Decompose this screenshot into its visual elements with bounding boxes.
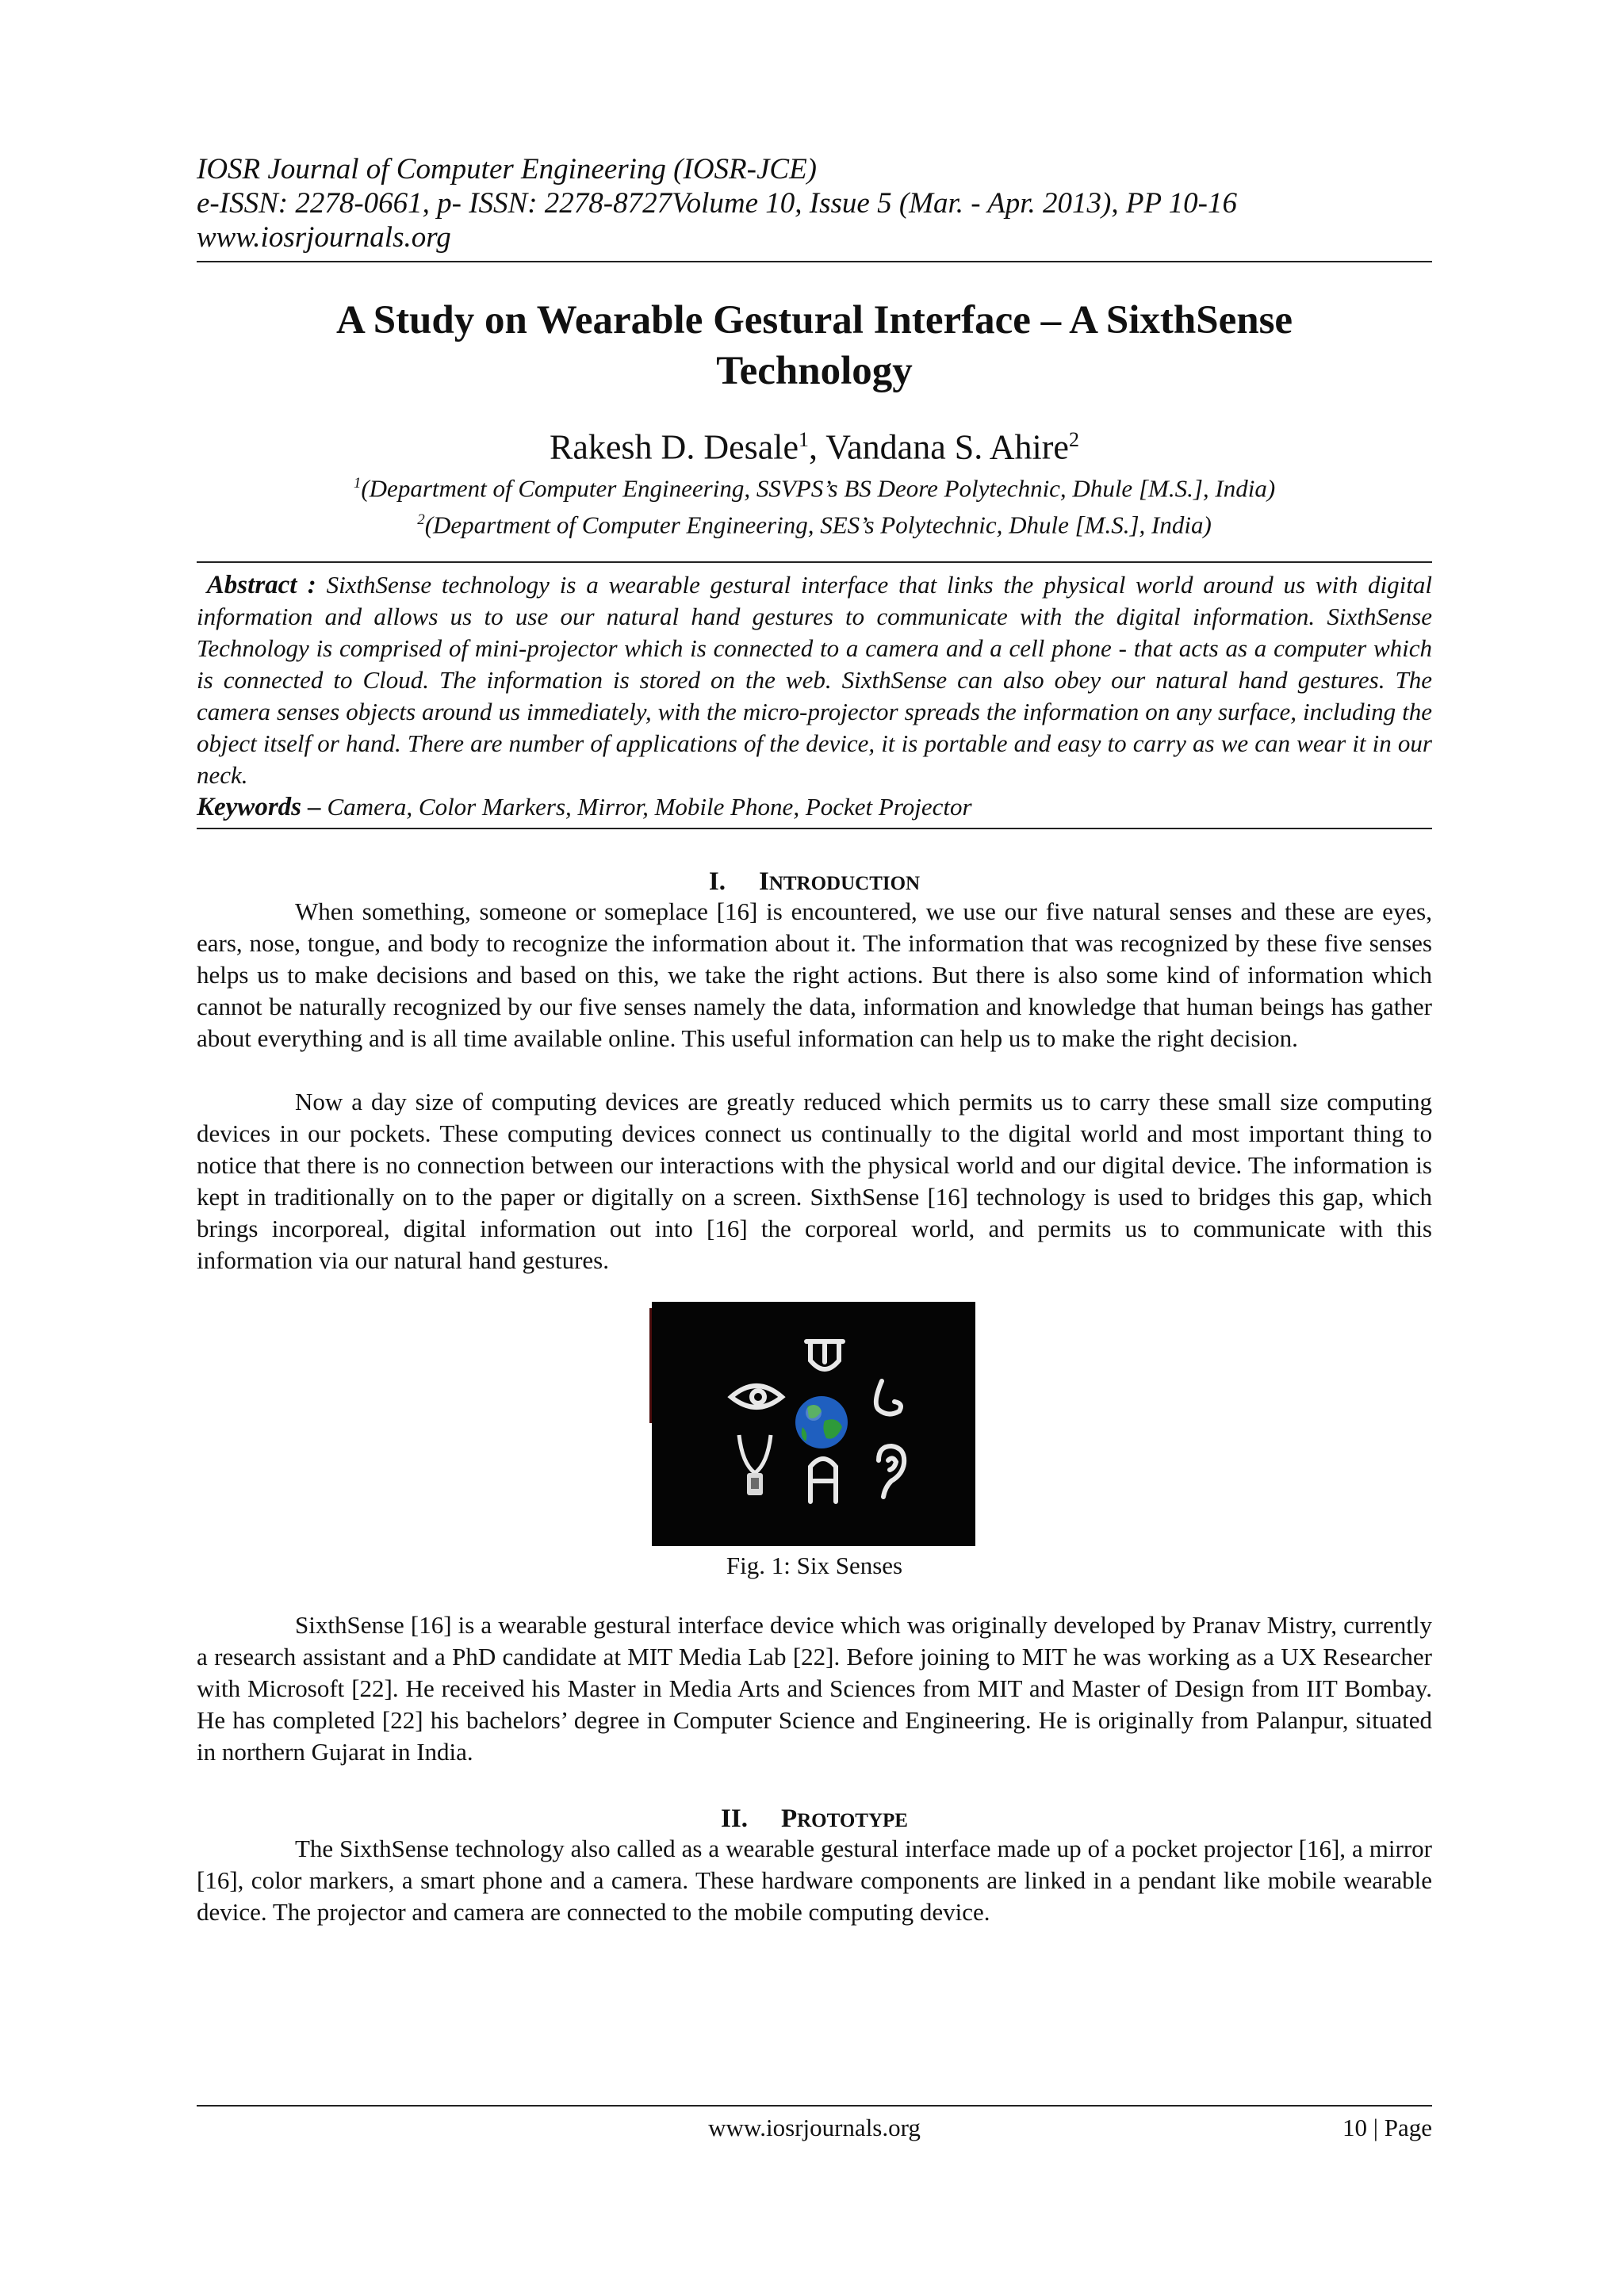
affiliation-text: (Department of Computer Engineering, SSVPS’s BS Deore Polytechnic, Dhule [M.S.], India) — [361, 474, 1276, 503]
section-heading-prototype — [197, 1803, 1432, 1837]
author-list — [197, 419, 1432, 469]
tongue-icon — [806, 1341, 843, 1369]
header-divider — [197, 261, 1432, 262]
paragraph: SixthSense [16] is a wearable gestural interface device which was originally developed by Pranav Mistry, currently a research assistant and a PhD candidate at MIT Media Lab [22]. Before joining to MIT he was working as a UX Researcher with Microsoft [22]. He received his Master in Media Arts and Sciences from MIT and Master of Design from IIT Bombay. He has completed [22] his bachelors’ degree in Computer Science and Engineering. He is originally from Palanpur, situated in northern Gujarat in India. — [197, 1611, 1432, 1766]
section-title-rest: NTRODUCTION — [768, 873, 921, 894]
nose-icon — [876, 1381, 901, 1414]
section-title-rest: ROTOTYPE — [797, 1810, 908, 1831]
keywords-label: Keywords – — [197, 793, 321, 821]
author-affiliation-mark: 1 — [799, 428, 810, 451]
footer-divider — [197, 2105, 1432, 2107]
author-affiliation-mark: 2 — [1068, 428, 1079, 451]
section-title-initial: P — [780, 1804, 798, 1833]
abstract-top-divider — [197, 561, 1432, 563]
section-heading-introduction — [197, 866, 1432, 900]
title-line-1: A Study on Wearable Gestural Interface – A SixthSense — [335, 298, 1293, 342]
author-name: Rakesh D. Desale — [550, 427, 799, 467]
pendant-icon — [739, 1435, 771, 1495]
eye-icon — [731, 1386, 782, 1407]
section-number: II. — [721, 1804, 748, 1833]
page-number: 10 | Page — [1342, 2114, 1432, 2141]
globe-icon — [795, 1396, 848, 1448]
affiliation-text: (Department of Computer Engineering, SES’s Polytechnic, Dhule [M.S.], India) — [424, 511, 1212, 539]
affiliation-mark: 2 — [417, 511, 425, 529]
six-senses-illustration — [652, 1302, 975, 1546]
section-number: I. — [708, 867, 726, 896]
section-title-initial: I — [758, 867, 769, 896]
affiliation-1 — [197, 468, 1432, 504]
affiliation-2 — [197, 504, 1432, 541]
paragraph: The SixthSense technology also called as a wearable gestural interface made up of a pocket projector [16], a mirror [16], color markers, a smart phone and a camera. These hardware components are linked in a pendant like mobile wearable device. The projector and camera are connected to the mobile computing device. — [197, 1835, 1432, 1926]
keywords — [197, 791, 1432, 823]
title-line-2: Technology — [716, 349, 913, 393]
footer-website: www.iosrjournals.org — [708, 2114, 921, 2141]
abstract-label: Abstract : — [206, 571, 316, 599]
author-separator: , — [809, 427, 826, 467]
journal-name: IOSR Journal of Computer Engineering (IOSR-JCE) — [197, 153, 817, 186]
abstract-text: SixthSense technology is a wearable gestural interface that links the physical world around us with digital information and allows us to use our natural hand gestures to communicate with the digital information. SixthSense Technology is comprised of mini-projector which is connected to a camera and a cell phone - that acts as a computer which is connected to Cloud. The information is stored on the web. SixthSense can also obey our natural hand gestures. The camera senses objects around us immediately, with the micro-projector spreads the information on any surface, including the object itself or hand. There are number of applications of the device, it is portable and easy to carry as we can wear it in our neck. — [197, 571, 1433, 789]
paragraph: When something, someone or someplace [16] is encountered, we use our five natural senses and these are eyes, ears, nose, tongue, and body to recognize the information about it. The information that was recognized by these five senses helps us to make decisions and based on this, we take the right actions. But there is also some kind of information which cannot be naturally recognized by our five senses namely the data, information and knowledge that human beings has gather about everything and is all time available online. This useful information can help us to make the right decision. — [197, 897, 1432, 1052]
keywords-text: Camera, Color Markers, Mirror, Mobile Phone, Pocket Projector — [327, 793, 972, 821]
paragraph: Now a day size of computing devices are greatly reduced which permits us to carry these small size computing devices in our pockets. These computing devices connect us continually to the digital world and most important thing to notice that there is no connection between our interactions with the physical world and our digital device. The information is kept in traditionally on to the paper or digitally on a screen. SixthSense [16] technology is used to bridges this gap, which brings incorporeal, digital information out into [16] the corporeal world, and permits us to communicate with this information via our natural hand gestures. — [197, 1088, 1432, 1274]
abstract-bottom-divider — [197, 828, 1432, 829]
affiliation-mark: 1 — [353, 475, 362, 492]
affiliations — [197, 468, 1432, 541]
author-name: Vandana S. Ahire — [825, 427, 1069, 467]
finger-icon — [810, 1459, 836, 1502]
figure-six-senses — [652, 1302, 975, 1546]
figure-caption: Fig. 1: Six Senses — [726, 1552, 903, 1579]
ear-icon — [879, 1446, 904, 1497]
abstract — [197, 569, 1432, 791]
journal-website: www.iosrjournals.org — [197, 221, 451, 254]
issn-line: e-ISSN: 2278-0661, p- ISSN: 2278-8727Volume 10, Issue 5 (Mar. - Apr. 2013), PP 10-16 — [197, 187, 1237, 220]
paper-title — [197, 295, 1432, 396]
journal-header — [197, 152, 1432, 254]
